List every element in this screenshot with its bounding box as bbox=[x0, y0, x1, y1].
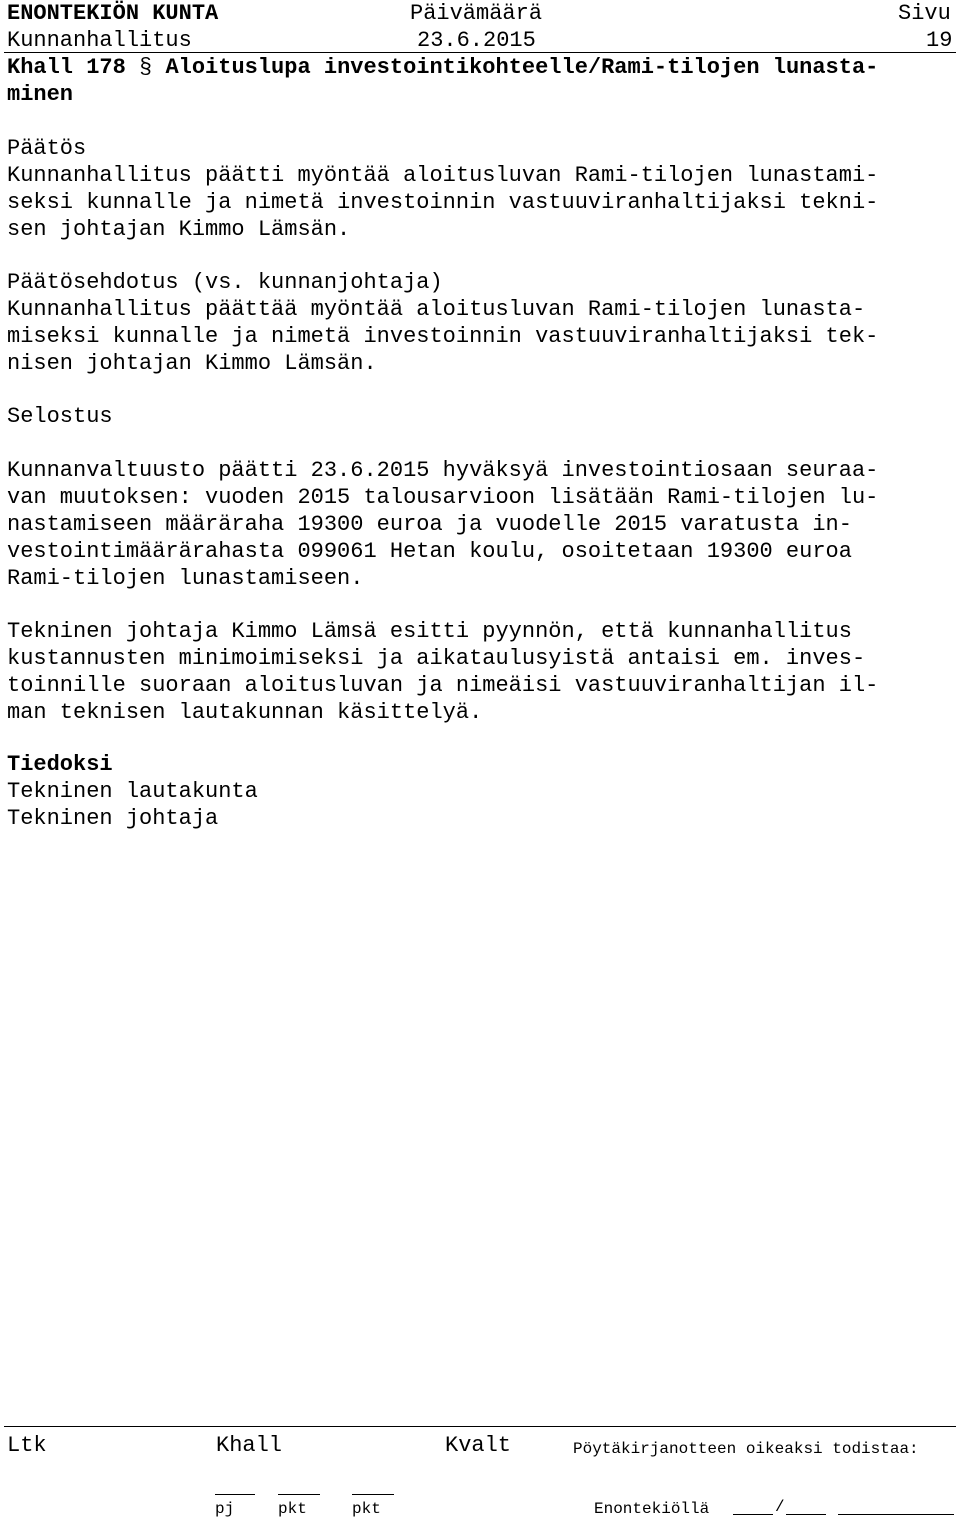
date-slash: / bbox=[775, 1498, 785, 1516]
body-name: Kunnanhallitus bbox=[7, 28, 192, 53]
signature-label-pkt: pkt bbox=[352, 1500, 381, 1518]
item-title-line2: minen bbox=[7, 82, 74, 107]
date-blank-month bbox=[786, 1500, 826, 1515]
explanation-line: Tekninen johtaja Kimmo Lämsä esitti pyynnön, että kunnanhallitus bbox=[7, 619, 852, 644]
date-blank-day bbox=[733, 1500, 773, 1515]
explanation-line: toinnille suoraan aloitusluvan ja nimeäisi vastuuviranhaltijan il- bbox=[7, 673, 879, 698]
explanation-heading: Selostus bbox=[7, 404, 113, 429]
signature-label-pj: pj bbox=[215, 1500, 235, 1518]
explanation-line: man teknisen lautakunnan käsittelyä. bbox=[7, 700, 483, 725]
proposal-line: nisen johtajan Kimmo Lämsän. bbox=[7, 351, 377, 376]
info-heading: Tiedoksi bbox=[7, 752, 113, 777]
header-rule bbox=[4, 52, 956, 53]
proposal-heading: Päätösehdotus (vs. kunnanjohtaja) bbox=[7, 270, 443, 295]
item-title-line1: Aloituslupa investointikohteelle/Rami-tilojen lunasta- bbox=[165, 55, 879, 80]
signature-blank-pkt bbox=[352, 1480, 394, 1495]
proposal-line: Kunnanhallitus päättää myöntää aloitusluvan Rami-tilojen lunasta- bbox=[7, 297, 866, 322]
footer-certify: Pöytäkirjanotteen oikeaksi todistaa: bbox=[573, 1440, 919, 1458]
explanation-line: kustannusten minimoimiseksi ja aikataulusyistä antaisi em. inves- bbox=[7, 646, 866, 671]
explanation-line: van muutoksen: vuoden 2015 talousarvioon lisätään Rami-tilojen lu- bbox=[7, 485, 879, 510]
footer-place: Enontekiöllä bbox=[594, 1500, 710, 1518]
date-blank-year bbox=[838, 1500, 954, 1515]
explanation-line: Kunnanvaltuusto päätti 23.6.2015 hyväksyä investointiosaan seuraa- bbox=[7, 458, 879, 483]
footer-ltk: Ltk bbox=[7, 1433, 47, 1458]
decision-line: seksi kunnalle ja nimetä investoinnin vastuuviranhaltijaksi tekni- bbox=[7, 190, 879, 215]
meeting-date: 23.6.2015 bbox=[417, 28, 536, 53]
item-title bbox=[7, 54, 878, 81]
footer-rule bbox=[4, 1426, 956, 1427]
page-label: Sivu bbox=[898, 1, 951, 26]
org-name: ENONTEKIÖN KUNTA bbox=[7, 1, 219, 26]
section-sign: § bbox=[139, 55, 153, 80]
info-recipient: Tekninen johtaja bbox=[7, 806, 219, 831]
item-number: Khall 178 bbox=[7, 55, 126, 80]
footer-kvalt: Kvalt bbox=[445, 1433, 512, 1458]
proposal-line: miseksi kunnalle ja nimetä investoinnin vastuuviranhaltijaksi tek- bbox=[7, 324, 879, 349]
decision-heading: Päätös bbox=[7, 136, 87, 161]
signature-blank-pj bbox=[215, 1480, 255, 1495]
explanation-line: vestointimäärärahasta 099061 Hetan koulu, osoitetaan 19300 euroa bbox=[7, 539, 852, 564]
date-label: Päivämäärä bbox=[410, 1, 543, 26]
signature-blank-pkt bbox=[278, 1480, 320, 1495]
decision-line: Kunnanhallitus päätti myöntää aloitusluvan Rami-tilojen lunastami- bbox=[7, 163, 879, 188]
signature-label-pkt: pkt bbox=[278, 1500, 307, 1518]
explanation-line: nastamiseen määräraha 19300 euroa ja vuodelle 2015 varatusta in- bbox=[7, 512, 852, 537]
info-recipient: Tekninen lautakunta bbox=[7, 779, 258, 804]
decision-line: sen johtajan Kimmo Lämsän. bbox=[7, 217, 351, 242]
footer-khall: Khall bbox=[216, 1433, 283, 1458]
explanation-line: Rami-tilojen lunastamiseen. bbox=[7, 566, 364, 591]
page-number: 19 bbox=[926, 28, 953, 53]
